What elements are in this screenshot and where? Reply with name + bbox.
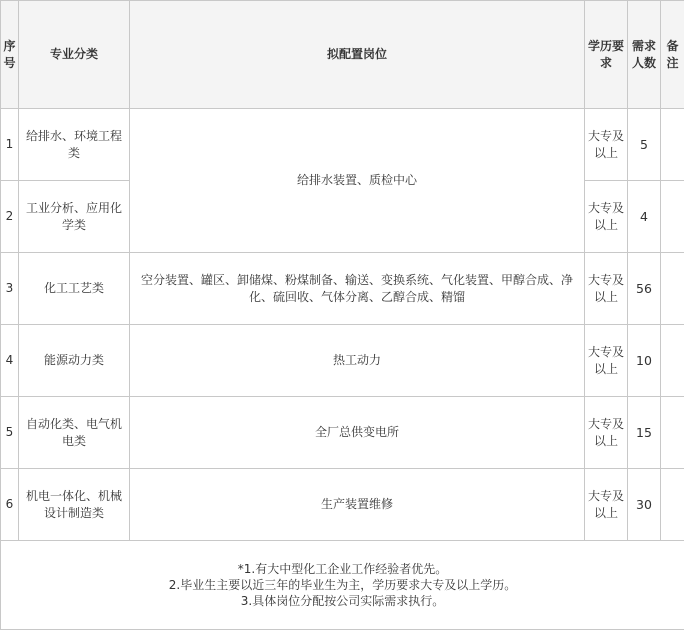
- row-count: 30: [628, 469, 661, 541]
- table-row: [1, 397, 684, 469]
- header-row: [1, 1, 684, 109]
- table-row: [1, 469, 684, 541]
- header-count: 需求人数: [628, 1, 661, 109]
- header-category: 专业分类: [19, 1, 130, 109]
- row-category: 化工工艺类: [19, 253, 130, 325]
- row-education: 大专及以上: [585, 253, 628, 325]
- row-remark: [661, 253, 684, 325]
- table-row: [1, 109, 684, 181]
- row-count: 4: [628, 181, 661, 253]
- row-no: 2: [1, 181, 19, 253]
- note-line: *1.有大中型化工企业工作经验者优先。: [237, 562, 448, 576]
- row-no: 1: [1, 109, 19, 181]
- row-remark: [661, 325, 684, 397]
- row-education: 大专及以上: [585, 109, 628, 181]
- notes-cell: [1, 541, 684, 630]
- row-education: 大专及以上: [585, 325, 628, 397]
- row-positions: 空分装置、罐区、卸储煤、粉煤制备、输送、变换系统、气化装置、甲醇合成、净化、硫回收、气体分离、乙醇合成、精馏: [130, 253, 585, 325]
- header-education: 学历要求: [585, 1, 628, 109]
- row-category: 工业分析、应用化学类: [19, 181, 130, 253]
- row-education: 大专及以上: [585, 397, 628, 469]
- row-remark: [661, 109, 684, 181]
- row-positions: 热工动力: [130, 325, 585, 397]
- row-count: 10: [628, 325, 661, 397]
- row-no: 3: [1, 253, 19, 325]
- header-positions: 拟配置岗位: [130, 1, 585, 109]
- note-line: 2.毕业生主要以近三年的毕业生为主，学历要求大专及以上学历。: [168, 578, 517, 592]
- row-count: 5: [628, 109, 661, 181]
- table-row: [1, 253, 684, 325]
- row-no: 4: [1, 325, 19, 397]
- row-no: 5: [1, 397, 19, 469]
- row-category: 能源动力类: [19, 325, 130, 397]
- row-remark: [661, 181, 684, 253]
- row-positions: 给排水装置、质检中心: [130, 109, 585, 253]
- row-positions: 生产装置维修: [130, 469, 585, 541]
- row-remark: [661, 397, 684, 469]
- row-education: 大专及以上: [585, 181, 628, 253]
- row-no: 6: [1, 469, 19, 541]
- row-count: 56: [628, 253, 661, 325]
- row-positions: 全厂总供变电所: [130, 397, 585, 469]
- row-count: 15: [628, 397, 661, 469]
- header-remark: 备注: [661, 1, 684, 109]
- row-category: 给排水、环境工程类: [19, 109, 130, 181]
- header-no: 序号: [1, 1, 19, 109]
- row-category: 机电一体化、机械设计制造类: [19, 469, 130, 541]
- note-line: 3.具体岗位分配按公司实际需求执行。: [240, 594, 445, 608]
- table-row: [1, 325, 684, 397]
- row-education: 大专及以上: [585, 469, 628, 541]
- notes-row: [1, 541, 684, 630]
- row-category: 自动化类、电气机电类: [19, 397, 130, 469]
- row-remark: [661, 469, 684, 541]
